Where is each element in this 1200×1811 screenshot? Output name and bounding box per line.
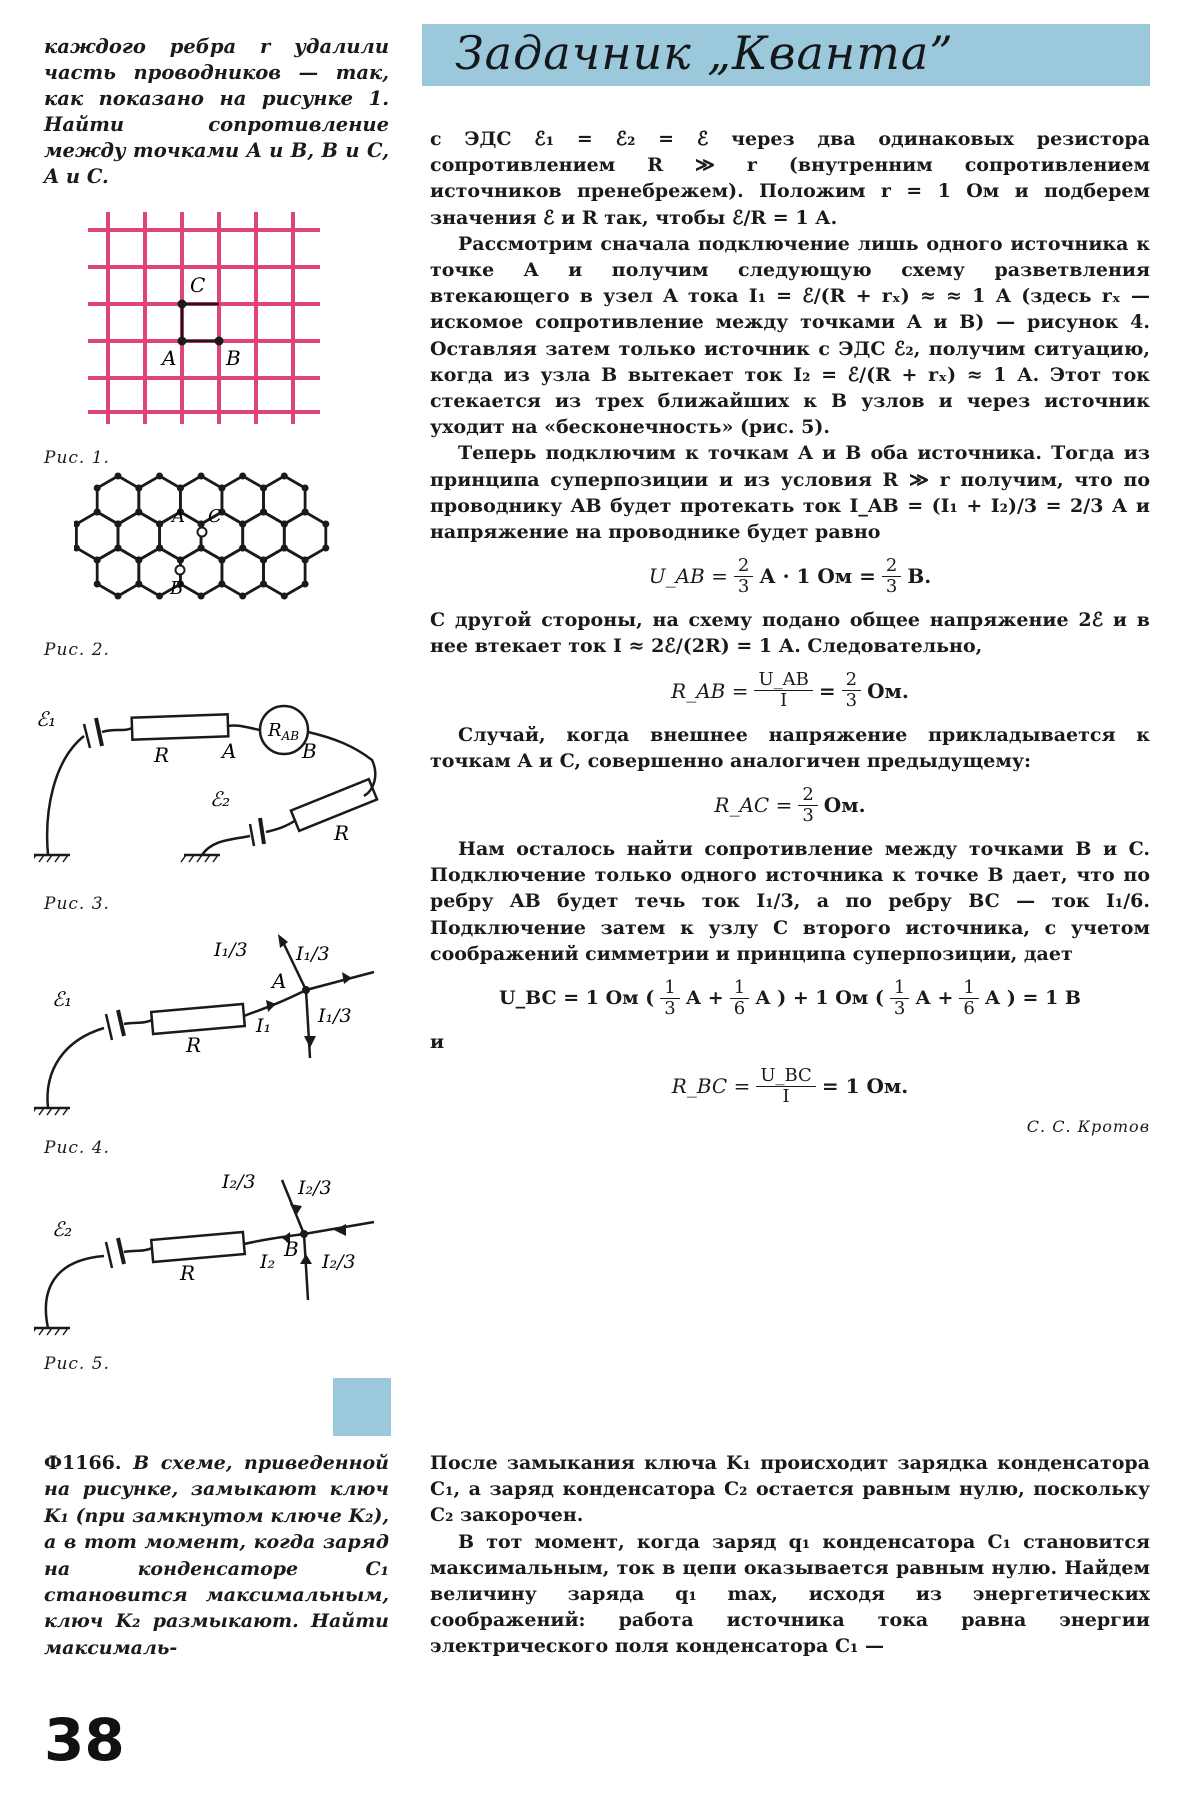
lattice-node (135, 509, 142, 516)
fig5-label-r: R (180, 1261, 196, 1285)
lattice-node (260, 509, 267, 516)
paragraph-3: Теперь подключим к точкам A и B оба источника. Тогда из принципа суперпозиции и из условия R ≫ r получим, что по проводнику AB будет протекать ток I_AB = (I₁ + I₂)/3 = 2/3 А и напряжение на проводнике будет равно (430, 442, 1150, 544)
fig4-label-i3-out: I₁/3 (296, 943, 330, 965)
fig4-label-a: A (272, 969, 287, 993)
decorative-square (333, 1378, 391, 1436)
section-title: Задачник „Кванта” (455, 26, 954, 80)
fig2-label-a: A (172, 506, 185, 527)
lattice-node (281, 473, 288, 480)
lattice-node (135, 557, 142, 564)
lattice-node (94, 485, 101, 492)
paragraph-1: с ЭДС ℰ₁ = ℰ₂ = ℰ через два одинаковых резистора сопротивлением R ≫ r (внутренним сопротивлением источников пренебрежем). Положим r = 1 Ом и подберем значения ℰ и R так, чтобы ℰ/R = 1 А. (430, 128, 1150, 229)
page-number: 38 (44, 1706, 125, 1774)
hexagon-cell (180, 548, 222, 596)
lattice-node (239, 593, 246, 600)
lattice-node (281, 545, 288, 552)
fig1-node-b (215, 337, 224, 346)
lattice-node (302, 557, 309, 564)
fig5-label-i3-out: I₂/3 (298, 1177, 332, 1199)
lattice-node (115, 545, 122, 552)
lattice-node (239, 545, 246, 552)
problem-label: Ф1166. (44, 1452, 122, 1474)
lattice-node (198, 473, 205, 480)
fig3-label-e2: ℰ₂ (210, 787, 231, 811)
lattice-node (239, 521, 246, 528)
caption-fig3: Рис. 3. (44, 894, 110, 914)
fig4-label-i3-in: I₁/3 (214, 939, 248, 961)
lattice-node (239, 473, 246, 480)
lattice-node (198, 545, 205, 552)
figure-4-circuit (34, 930, 394, 1120)
lattice-node (260, 581, 267, 588)
fig2-label-c: C (208, 506, 222, 527)
fig5-label-b: B (284, 1237, 299, 1261)
left-column (44, 34, 389, 190)
paragraph-2: Рассмотрим сначала подключение лишь одного источника к точке A и получим следующую схему разветвления втекающего в узел A тока I₁ = ℰ/(R + rₓ) ≈ ≈ 1 А (здесь rₓ — искомое сопротивление между точками A и B) — рисунок 4. Оставляя затем только источник с ЭДС ℰ₂, получим ситуацию, когда из узла B вытекает ток I₂ = ℰ/(R + rₓ) ≈ 1 А. Этот ток стекается из трех ближайших к B узлов и через источник уходит на «бесконечность» (рис. 5). (430, 232, 1150, 439)
lattice-node (281, 593, 288, 600)
lattice-node (260, 557, 267, 564)
fig4-label-i: I₁ (256, 1015, 272, 1037)
fig3-label-r2: R (334, 821, 350, 845)
problem-intro: каждого ребра r удалили часть проводников — так, как показано на рисунке 1. Найти сопротивление между точками A и B, B и C, A и C. (44, 35, 389, 188)
formula-uab: U_AB = $\frac{2}{3}$ А · 1 Ом = $\frac{2}{3}$ В. (648, 554, 932, 597)
hexagon-cell (222, 548, 264, 596)
lattice-node (135, 485, 142, 492)
lattice-node (322, 545, 329, 552)
conjunction-and: и (430, 1031, 445, 1054)
lattice-node (156, 521, 163, 528)
fig4-label-e: ℰ₁ (52, 987, 73, 1011)
fig2-node-a (198, 528, 207, 537)
fig5-label-i: I₂ (260, 1251, 276, 1273)
author-signature: С. С. Кротов (1026, 1117, 1150, 1137)
lattice-node (156, 473, 163, 480)
lattice-node (302, 485, 309, 492)
lattice-node (156, 593, 163, 600)
figure-5-circuit (34, 1160, 394, 1350)
lattice-node (94, 557, 101, 564)
paragraph-4: С другой стороны, на схему подано общее напряжение 2ℰ и в нее втекает ток I ≈ 2ℰ/(2R) = 1 А. Следовательно, (430, 609, 1150, 658)
formula-ubc: U_BC = 1 Ом ( $\frac{1}{3}$ А + $\frac{1}{6}$ А ) + 1 Ом ( $\frac{1}{3}$ А + $\frac{1}{6}$ А ) = 1 В (499, 976, 1081, 1019)
lattice-node (218, 485, 225, 492)
paragraph-7: После замыкания ключа K₁ происходит зарядка конденсатора C₁, а заряд конденсатора C₂ остается равным нулю, поскольку C₂ закорочен. (430, 1452, 1150, 1527)
lattice-node (94, 509, 101, 516)
lattice-node (281, 521, 288, 528)
fig3-label-r1: R (154, 743, 170, 767)
problem-text: В схеме, приведенной на рисунке, замыкают ключ K₁ (при замкнутом ключе K₂), а в тот момент, когда заряд на конденсаторе C₁ становится максимальным, ключ K₂ размыкают. Найти максималь- (44, 1452, 389, 1659)
lattice-node (198, 593, 205, 600)
fig3-label-e1: ℰ₁ (36, 707, 57, 731)
formula-rac: R_AC = $\frac{2}{3}$ Ом. (714, 783, 866, 826)
lattice-node (94, 581, 101, 588)
lattice-node (115, 593, 122, 600)
fig1-label-b: B (226, 346, 241, 370)
lattice-node (322, 521, 329, 528)
fig3-label-rab: $R_{AB}$ (268, 720, 300, 743)
fig1-label-a: A (162, 346, 177, 370)
lattice-node (302, 509, 309, 516)
formula-rbc: R_BC = $\frac{U\_BC}{I}$ = 1 Ом. (671, 1064, 909, 1107)
problem-f1166 (44, 1450, 389, 1661)
caption-fig2: Рис. 2. (44, 640, 110, 660)
fig5-label-i3-down: I₂/3 (322, 1251, 356, 1273)
lattice-node (218, 557, 225, 564)
lattice-node (115, 521, 122, 528)
lattice-node (177, 557, 184, 564)
lattice-node (156, 545, 163, 552)
lattice-node (115, 473, 122, 480)
lattice-node (302, 581, 309, 588)
paragraph-6: Нам осталось найти сопротивление между точками B и C. Подключение только одного источника к точке B дает, что по ребру AB будет течь ток I₁/3, а по ребру BC — ток I₁/6. Подключение затем к узлу C второго источника, с учетом соображений симметрии и принципа суперпозиции, дает (430, 838, 1150, 965)
right-column-bottom (430, 1450, 1150, 1660)
lattice-node (260, 485, 267, 492)
fig1-node-a (178, 337, 187, 346)
caption-fig4: Рис. 4. (44, 1138, 110, 1158)
figure-3-circuit (34, 690, 394, 870)
right-column (430, 126, 1150, 1136)
formula-rab: R_AB = $\frac{U\_AB}{I}$ = $\frac{2}{3}$ Ом. (671, 669, 909, 712)
fig1-node-c (178, 300, 187, 309)
paragraph-5: Случай, когда внешнее напряжение прикладывается к точкам A и C, совершенно аналогичен предыдущему: (430, 723, 1150, 772)
figure-1-grid (88, 212, 328, 427)
paragraph-8: В тот момент, когда заряд q₁ конденсатора C₁ становится максимальным, ток в цепи оказывается равным нулю. Найдем величину заряда q₁ max, исходя из энергетических соображений: работа источника тока равна энергии электрического поля конденсатора C₁ — (430, 1530, 1150, 1658)
hexagon-cell (97, 548, 139, 596)
fig3-label-a: A (222, 739, 237, 763)
lattice-node (177, 485, 184, 492)
figure-2-hexagon-lattice (74, 470, 354, 630)
fig1-label-c: C (190, 273, 206, 297)
lattice-node (198, 521, 205, 528)
fig5-label-i3-in: I₂/3 (222, 1171, 256, 1193)
fig4-label-r: R (186, 1033, 202, 1057)
fig3-label-b: B (302, 739, 317, 763)
fig4-label-i3-down: I₁/3 (318, 1005, 352, 1027)
fig2-node-b (176, 566, 185, 575)
fig5-label-e: ℰ₂ (52, 1217, 73, 1241)
lattice-node (218, 581, 225, 588)
caption-fig1: Рис. 1. (44, 448, 110, 468)
fig2-label-b: B (170, 578, 184, 599)
caption-fig5: Рис. 5. (44, 1354, 110, 1374)
lattice-node (135, 581, 142, 588)
hexagon-cell (264, 548, 306, 596)
